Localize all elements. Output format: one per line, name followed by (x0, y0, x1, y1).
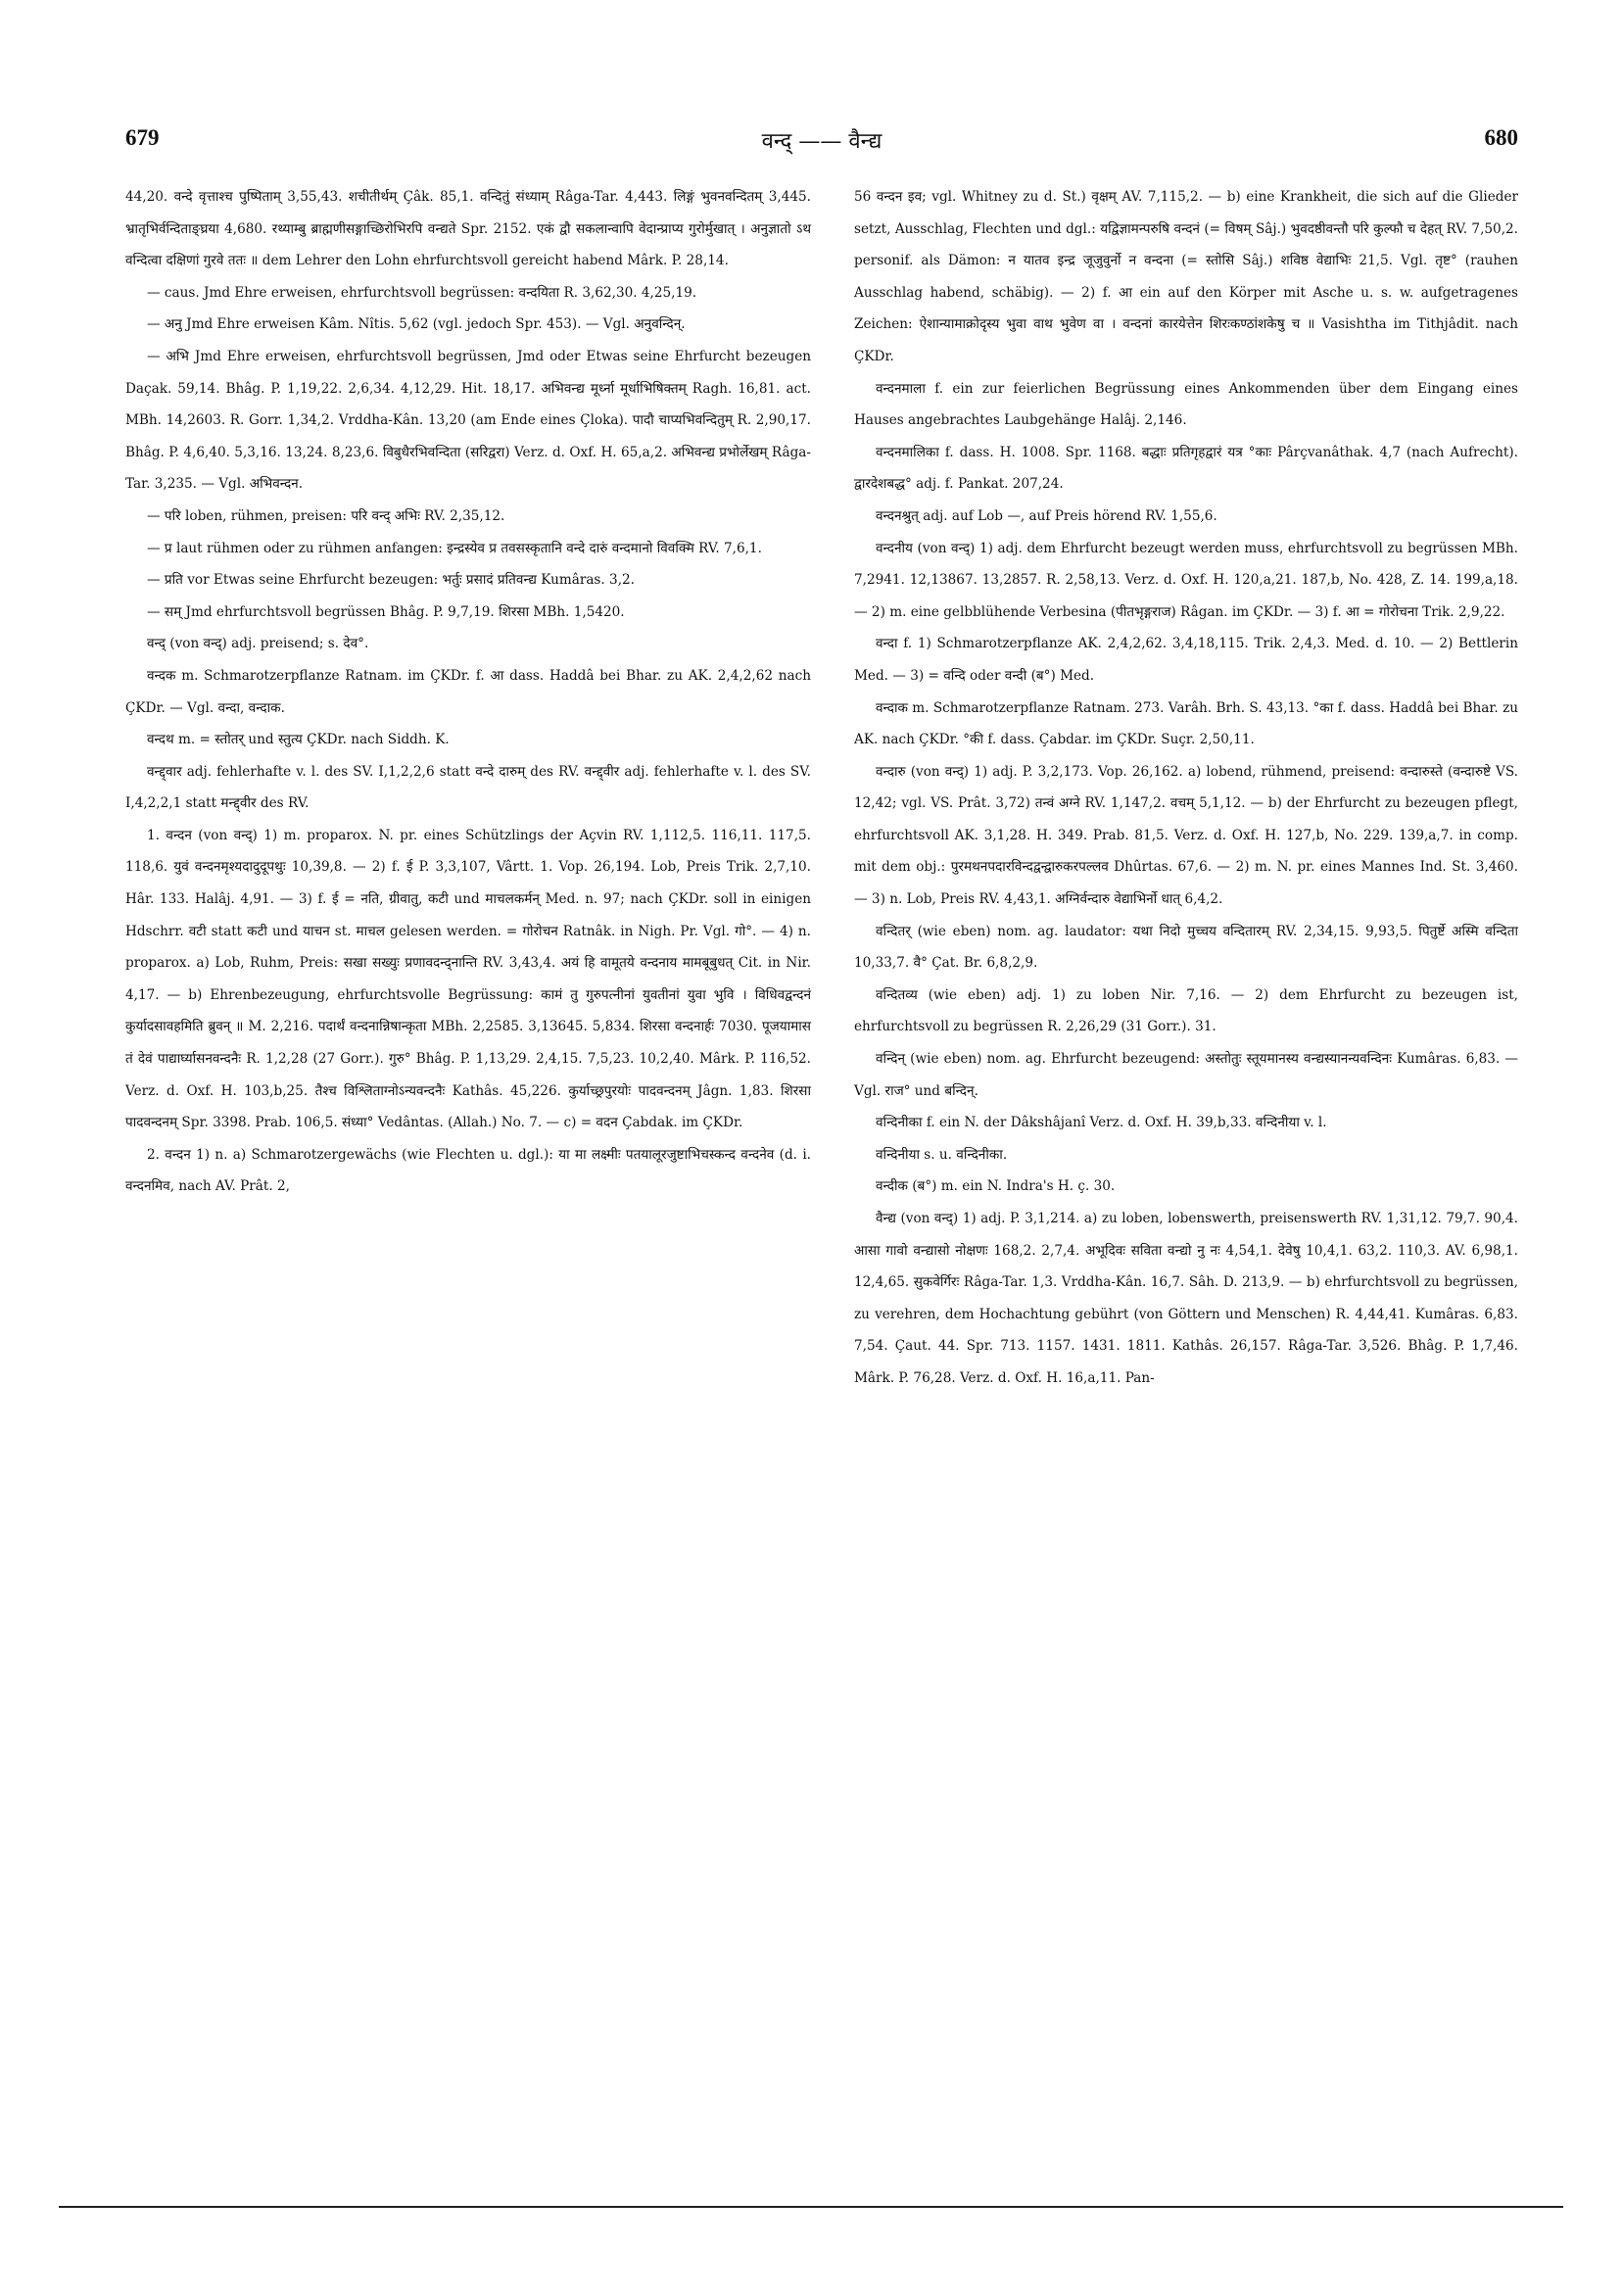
entry-paragraph: — caus. Jmd Ehre erweisen, ehrfurchtsvoll begrüssen: वन्दयिता R. 3,62,30. 4,25,19. (147, 284, 697, 301)
entry-paragraph: — प्र laut rühmen oder zu rühmen anfangen: इन्द्रस्येव प्र तवसस्कृतानि वन्दे दारुं वन्दमानो विवक्मि RV. 7,6,1. (147, 540, 762, 556)
entry-paragraph: वन्दनमालिका f. dass. H. 1008. Spr. 1168. बद्धाः प्रतिगृहद्वारं यत्र °काः Pârçvanâthak. 4,7 (nach Aufrecht). द्वारदेशबद्ध° adj. f. Pankat. 207,24. (854, 444, 1518, 493)
entry-paragraph: वन्दक m. Schmarotzerpflanze Ratnam. im ÇKDr. f. आ dass. Haddâ bei Bhar. zu AK. 2,4,2,62 nach ÇKDr. — Vgl. वन्दा, वन्दाक. (125, 667, 811, 716)
entry-paragraph: 2. वन्दन 1) n. a) Schmarotzergewächs (wie Flechten u. dgl.): या मा लक्ष्मीः पतयालूरजुष्टाभिचस्कन्द वन्दनेव (d. i. वन्दनमिव, nach AV. Prât. 2, (125, 1146, 811, 1195)
entry-paragraph: वन्दारु (von वन्द्) 1) adj. P. 3,2,173. Vop. 26,162. a) lobend, rühmend, preisend: वन्दारुस्ते (वन्दारुष्टे VS. 12,42; vgl. VS. Prât. 3,72) तन्वं अग्ने RV. 1,147,2. वचम् 5,1,12. — b) der Ehrfurcht zu bezeugen pflegt, ehrfurchtsvoll AK. 3,1,28. H. 349. Prab. 81,5. Verz. d. Oxf. H. 127,b, No. 229. 139,a,7. in comp. mit dem obj.: पुरमथनपदारविन्दद्वन्द्वारुकरपल्लव Dhûrtas. 67,6. — 2) m. N. pr. eines Mannes Ind. St. 3,460. — 3) n. Lob, Preis RV. 4,43,1. अग्निर्वन्दारु वेद्याभिर्नो धात् 6,4,2. (854, 763, 1518, 908)
running-head: वन्द् —— वैन्द्य (761, 129, 883, 154)
entry-paragraph: वन्द्द्वार adj. fehlerhafte v. l. des SV. I,1,2,2,6 statt वन्दे दारुम् des RV. वन्द्द्वीर adj. fehlerhafte v. l. des SV. I,4,2,2,1 statt मन्द्द्वीर des RV. (125, 763, 811, 812)
entry-paragraph: वन्दितर् (wie eben) nom. ag. laudator: यथा निदो मुच्चय वन्दितारम् RV. 2,34,15. 9,93,5. पितुर्ष्टे अस्मि वन्दिता 10,33,7. वै° Çat. Br. 6,8,2,9. (854, 923, 1518, 972)
entry-paragraph: वन्दिन् (wie eben) nom. ag. Ehrfurcht bezeugend: अस्तोतुः स्तूयमानस्य वन्द्यस्यानन्यवन्दिनः Kumâras. 6,83. — Vgl. राज° und बन्दिन्. (854, 1051, 1518, 1099)
entry-paragraph: वन्दाक m. Schmarotzerpflanze Ratnam. 273. Varâh. Brh. S. 43,13. °का f. dass. Haddâ bei Bhar. zu AK. nach ÇKDr. °की f. dass. Çabdar. im ÇKDr. Suçr. 2,50,11. (854, 699, 1518, 748)
entry-paragraph: 56 वन्दन इव; vgl. Whitney zu d. St.) वृक्षम् AV. 7,115,2. — b) eine Krankheit, die sich auf die Glieder setzt, Ausschlag, Flechten und dgl.: यद्विज्ञामन्परुषि वन्दनं (= विषम् Sâj.) भुवदष्ठीवन्तौ परि कुल्फौ च देहत् RV. 7,50,2. personif. als Dämon: न यातव इन्द्र जूजुवुर्नो न वन्दना (= स्तोसि Sâj.) शविष्ठ वेद्याभिः 21,5. Vgl. तृष्ट° (rauhen Ausschlag habend, schäbig). — 2) f. आ ein auf den Körper mit Asche u. s. w. aufgetragenes Zeichen: ऐशान्यामाक्रोदृस्य भुवा वाथ भुवेण वा । वन्दनां कारयेत्तेन शिरःकण्ठांशकेषु च ॥ Vasishtha im Tithjâdit. nach ÇKDr. (854, 189, 1518, 364)
entry-paragraph: वन्दीक (ब°) m. ein N. Indra's H. ç. 30. (876, 1178, 1116, 1195)
entry-paragraph: वन्दथ m. = स्तोतर् und स्तुत्य ÇKDr. nach Siddh. K. (147, 732, 450, 748)
entry-paragraph: वन्दनमाला f. ein zur feierlichen Begrüssung eines Ankommenden über dem Eingang eines Hauses angebrachtes Laubgehänge Halâj. 2,146. (854, 380, 1518, 429)
right-column (854, 181, 1518, 1395)
entry-paragraph: वन्दिनीका f. ein N. der Dâkshâjanî Verz. d. Oxf. H. 39,b,33. वन्दिनीया v. l. (876, 1115, 1327, 1131)
entry-paragraph: वन्द् (von वन्द्) adj. preisend; s. देव°. (147, 636, 369, 652)
entry-paragraph: — प्रति vor Etwas seine Ehrfurcht bezeugen: भर्तुः प्रसादं प्रतिवन्द्य Kumâras. 3,2. (147, 572, 635, 589)
page-header (125, 125, 1518, 165)
entry-paragraph: 1. वन्दन (von वन्द्) 1) m. proparox. N. pr. eines Schützlings der Açvin RV. 1,112,5. 116,11. 117,5. 118,6. युवं वन्दनमृश्यदादुदूपथुः 10,39,8. — 2) f. ई P. 3,3,107, Vârtt. 1. Vop. 26,194. Lob, Preis Trik. 2,7,10. Hâr. 133. Halâj. 4,91. — 3) f. ई = नति, ग्रीवातु, कटी und माचलकर्मन् Med. n. 97; nach ÇKDr. soll in einigen Hdschrr. वटी statt कटी und याचन st. माचल gelesen werden. = गोरोचन Ratnâk. in Nigh. Pr. Vgl. गो°. — 4) n. proparox. a) Lob, Ruhm, Preis: सखा सख्युः प्रणावदन्द्नान्ति RV. 3,43,4. अयं हि वामूतये वन्दनाय मामबूबुधत् Cit. in Nir. 4,17. — b) Ehrenbezeugung, ehrfurchtsvolle Begrüssung: कामं तु गुरुपत्नीनां युवतीनां युवा भुवि । विधिवद्वन्दनं कुर्यादसावहमिति ब्रुवन् ॥ M. 2,216. पदार्थं वन्दनान्निषान्कृता MBh. 2,2585. 3,13645. 5,834. शिरसा वन्दनार्हः 7030. पूजयामास तं देवं पाद्यार्घ्यासनवन्दनैः R. 1,2,28 (27 Gorr.). गुरु° Bhâg. P. 1,13,29. 2,4,15. 7,5,23. 10,2,40. Mârk. P. 116,52. Verz. d. Oxf. H. 103,b,25. तैश्च विश्लिताग्नोऽन्यवन्दनैः Kathâs. 45,226. कुर्याच्छ्रपुरयोः पादवन्दनम् Jâgn. 1,83. शिरसा पादवन्दनम् Spr. 3398. Prab. 106,5. संध्या° Vedântas. (Allah.) No. 7. — c) = वदन Çabdak. im ÇKDr. (125, 827, 811, 1131)
entry-paragraph: — अभि Jmd Ehre erweisen, ehrfurchtsvoll begrüssen, Jmd oder Etwas seine Ehrfurcht bezeugen Daçak. 59,14. Bhâg. P. 1,19,22. 2,6,34. 4,12,29. Hit. 18,17. अभिवन्द्य मूर्ध्ना मूर्धाभिषिक्तम् Ragh. 16,81. act. MBh. 14,2603. R. Gorr. 1,34,2. Vrddha-Kân. 13,20 (am Ende eines Çloka). पादौ चाप्यभिवन्दितुम् R. 2,90,17. Bhâg. P. 4,6,40. 5,3,16. 13,24. 8,23,6. विबुधैरभिवन्दिता (सरिद्वरा) Verz. d. Oxf. H. 65,a,2. अभिवन्द्य प्रभोर्लेखम् Râga-Tar. 3,235. — Vgl. अभिवन्दन. (125, 348, 811, 493)
entry-paragraph: — अनु Jmd Ehre erweisen Kâm. Nîtis. 5,62 (vgl. jedoch Spr. 453). — Vgl. अनुवन्दिन्. (147, 316, 686, 333)
entry-paragraph: वन्दा f. 1) Schmarotzerpflanze AK. 2,4,2,62. 3,4,18,115. Trik. 2,4,3. Med. d. 10. — 2) Bettlerin Med. — 3) = वन्दि oder वन्दी (ब°) Med. (854, 636, 1518, 684)
left-column (125, 181, 811, 1203)
entry-paragraph: — सम् Jmd ehrfurchtsvoll begrüssen Bhâg. P. 9,7,19. शिरसा MBh. 1,5420. (147, 603, 625, 620)
entry-paragraph: वैन्द्य (von वन्द्) 1) adj. P. 3,1,214. a) zu loben, lobenswerth, preisenswerth RV. 1,31,12. 79,7. 90,4. आसा गावो वन्द्यासो नोक्षणः 168,2. 2,7,4. अभूदिवः सविता वन्द्यो नु नः 4,54,1. देवेषु 10,4,1. 63,2. 110,3. AV. 6,98,1. 12,4,65. सुकवेर्गिरः Râga-Tar. 1,3. Vrddha-Kân. 16,7. Sâh. D. 213,9. — b) ehrfurchtsvoll zu begrüssen, zu verehren, dem Hochachtung gebührt (von Göttern und Menschen) R. 4,44,41. Kumâras. 6,83. 7,54. Çaut. 44. Spr. 713. 1157. 1431. 1811. Kathâs. 26,157. Râga-Tar. 3,526. Bhâg. P. 1,7,46. Mârk. P. 76,28. Verz. d. Oxf. H. 16,a,11. Pan- (854, 1211, 1518, 1386)
entry-paragraph: — परि loben, rühmen, preisen: परि वन्द् अभिः RV. 2,35,12. (147, 507, 505, 524)
footer-rule (59, 2206, 1563, 2208)
entry-paragraph: 44,20. वन्दे वृत्ताश्च पुष्पिताम् 3,55,43. शचीतीर्थम् Çâk. 85,1. वन्दितुं संध्याम् Râga-Tar. 4,443. लिङ्गं भुवनवन्दितम् 3,445. भ्रातृभिर्वन्दिताङ्घ्रया 4,680. रथ्याम्बु ब्राह्मणीसङ्गाच्छिरोभिरपि वन्द्यते Spr. 2152. एकं द्वौ सकलान्वापि वेदान्प्राप्य गुरोर्मुखात् । अनुज्ञातो ऽथ वन्दित्वा दक्षिणां गुरवे ततः ॥ dem Lehrer den Lohn ehrfurchtsvoll gereicht habend Mârk. P. 28,14. (125, 189, 811, 269)
entry-paragraph: वन्दितव्य (wie eben) adj. 1) zu loben Nir. 7,16. — 2) dem Ehrfurcht zu bezeugen ist, ehrfurchtsvoll zu begrüssen R. 2,26,29 (31 Gorr.). 31. (854, 986, 1518, 1035)
entry-paragraph: वन्दनीय (von वन्द्) 1) adj. dem Ehrfurcht bezeugt werden muss, ehrfurchtsvoll zu begrüssen MBh. 7,2941. 12,13867. 13,2857. R. 2,58,13. Verz. d. Oxf. H. 120,a,21. 187,b, No. 428, Z. 14. 199,a,18. — 2) m. eine gelbblühende Verbesina (पीतभृङ्गराज) Râgan. im ÇKDr. — 3) f. आ = गोरोचना Trik. 2,9,22. (854, 540, 1518, 620)
entry-paragraph: वन्दनश्रुत् adj. auf Lob —, auf Preis hörend RV. 1,55,6. (876, 507, 1217, 524)
page-number-right: 680 (1484, 125, 1518, 150)
page-number-left: 679 (125, 125, 160, 150)
entry-paragraph: वन्दिनीया s. u. वन्दिनीका. (876, 1146, 1008, 1163)
